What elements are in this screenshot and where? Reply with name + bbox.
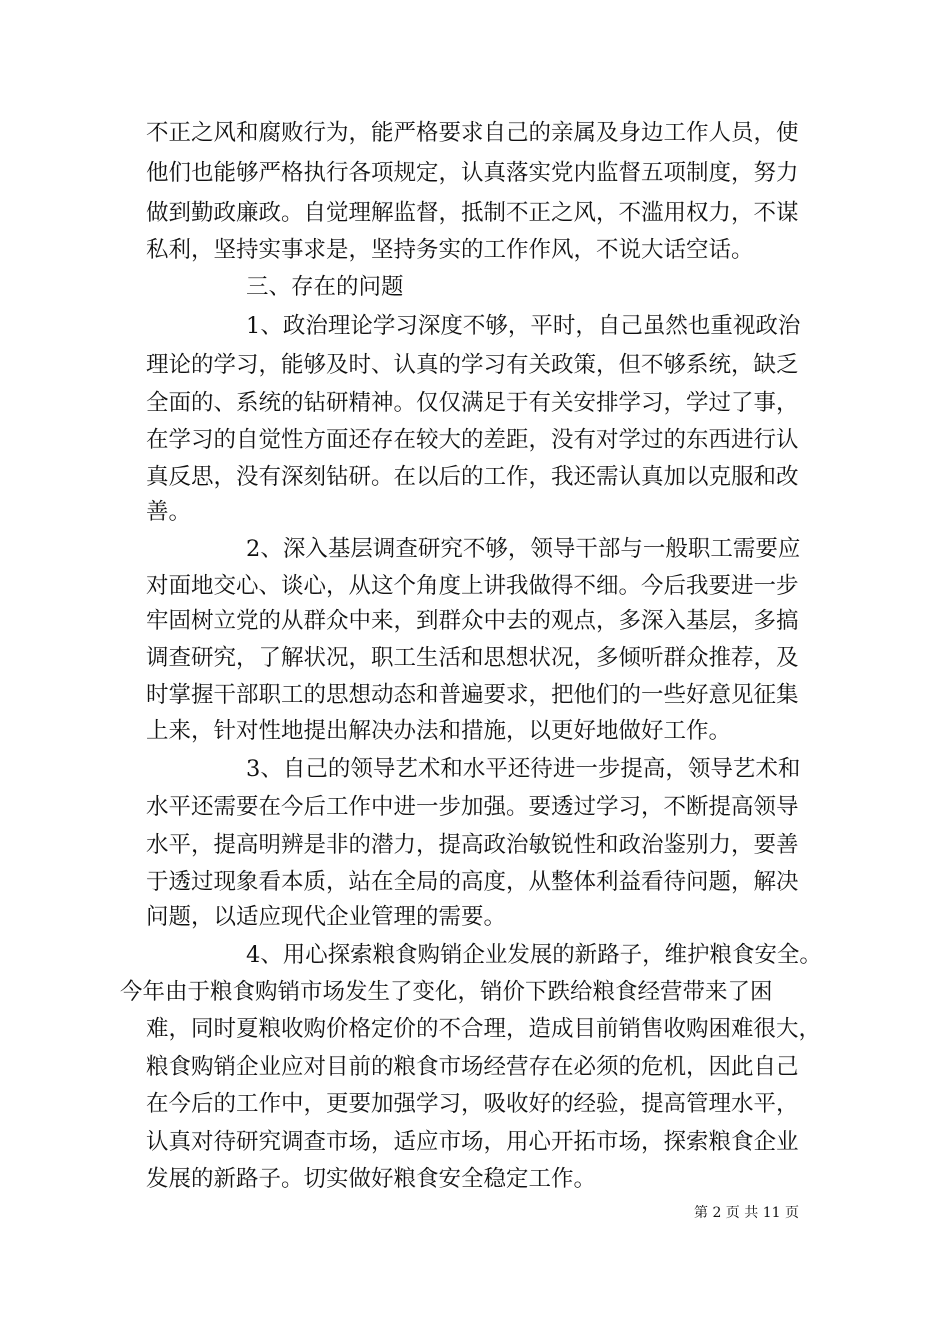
text-line: 3、自己的领导艺术和水平还待进一步提高，领导艺术和 [246,756,801,782]
section-heading: 三、存在的问题 [246,274,404,300]
text-line: 问题，以适应现代企业管理的需要。 [146,904,507,930]
text-line: 于透过现象看本质，站在全局的高度，从整体利益看待问题，解决 [146,869,799,895]
text-line: 理论的学习，能够及时、认真的学习有关政策，但不够系统，缺乏 [146,352,799,378]
text-line: 真反思，没有深刻钻研。在以后的工作，我还需认真加以克服和改 [146,464,799,490]
text-line: 认真对待研究调查市场，适应市场，用心开拓市场，探索粮食企业 [146,1129,799,1155]
text-line: 在今后的工作中，更要加强学习，吸收好的经验，提高管理水平， [146,1091,799,1117]
text-line: 粮食购销企业应对目前的粮食市场经营存在必须的危机，因此自己 [146,1054,799,1080]
text-line: 上来，针对性地提出解决办法和措施，以更好地做好工作。 [146,718,732,744]
text-line: 在学习的自觉性方面还存在较大的差距，没有对学过的东西进行认 [146,427,799,453]
text-line: 私利，坚持实事求是，坚持务实的工作作风，不说大话空话。 [146,237,754,263]
text-line: 水平，提高明辨是非的潜力，提高政治敏锐性和政治鉴别力，要善 [146,832,799,858]
text-line: 牢固树立党的从群众中来，到群众中去的观点，多深入基层，多搞 [146,608,799,634]
text-line: 时掌握干部职工的思想动态和普遍要求，把他们的一些好意见征集 [146,682,799,708]
text-line: 4、用心探索粮食购销企业发展的新路子，维护粮食安全。 [246,942,822,968]
text-line: 善。 [146,499,192,525]
text-line: 发展的新路子。切实做好粮食安全稳定工作。 [146,1166,597,1192]
text-line: 1、政治理论学习深度不够，平时，自己虽然也重视政治 [246,313,801,339]
text-line: 他们也能够严格执行各项规定，认真落实党内监督五项制度，努力 [146,160,799,186]
text-line: 水平还需要在今后工作中进一步加强。要透过学习，不断提高领导 [146,794,799,820]
text-line: 难，同时夏粮收购价格定价的不合理，造成目前销售收购困难很大， [146,1016,822,1042]
text-line: 不正之风和腐败行为，能严格要求自己的亲属及身边工作人员，使 [146,120,799,146]
text-line: 对面地交心、谈心，从这个角度上讲我做得不细。今后我要进一步 [146,573,799,599]
text-line: 做到勤政廉政。自觉理解监督，抵制不正之风，不滥用权力，不谋 [146,200,799,226]
text-line: 今年由于粮食购销市场发生了变化，销价下跌给粮食经营带来了困 [120,979,773,1005]
text-line: 全面的、系统的钻研精神。仅仅满足于有关安排学习，学过了事， [146,390,799,416]
text-line: 2、深入基层调查研究不够，领导干部与一般职工需要应 [246,536,801,562]
text-line: 调查研究，了解状况，职工生活和思想状况，多倾听群众推荐，及 [146,645,799,671]
page-number: 第 2 页 共 11 页 [694,1205,799,1221]
